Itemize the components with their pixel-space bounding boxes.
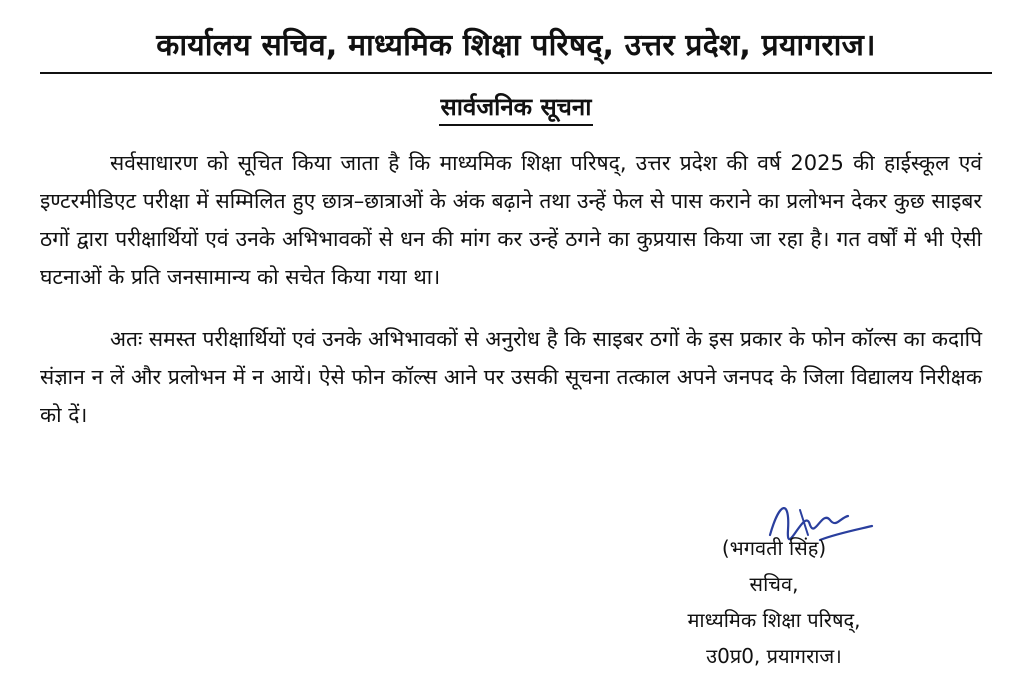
signature-block <box>644 530 904 674</box>
paragraph-2-text: अतः समस्त परीक्षार्थियों एवं उनके अभिभावकों से अनुरोध है कि साइबर ठगों के इस प्रकार के फोन कॉल्स का कदापि संज्ञान न लें और प्रलोभन में न आयें। ऐसे फोन कॉल्स आने पर उसकी सूचना तत्काल अपने जनपद के जिला विद्यालय निरीक्षक को दें। <box>40 327 983 427</box>
paragraph-1-text: सर्वसाधारण को सूचित किया जाता है कि माध्यमिक शिक्षा परिषद्, उत्तर प्रदेश की वर्ष 2025 की हाईस्कूल एवं इण्टरमीडिएट परीक्षा में सम्मिलित हुए छात्र–छात्राओं के अंक बढ़ाने तथा उन्हें फेल से पास कराने का प्रलोभन देकर कुछ साइबर ठगों द्वारा परीक्षार्थियों एवं उनके अभिभावकों से धन की मांग कर उन्हें ठगने का कुप्रयास किया जा रहा है। गत वर्षों में भी ऐसी घटनाओं के प्रति जनसामान्य को सचेत किया गया था। <box>40 151 982 289</box>
signatory-name: (भगवती सिंह) <box>721 536 827 560</box>
notice-title: सार्वजनिक सूचना <box>439 92 594 126</box>
paragraph-2 <box>40 320 992 434</box>
signatory-organization: माध्यमिक शिक्षा परिषद्, <box>687 608 861 632</box>
paragraph-1 <box>40 144 992 296</box>
notice-title-wrapper <box>40 92 992 126</box>
office-title: कार्यालय सचिव, माध्यमिक शिक्षा परिषद्, उत्तर प्रदेश, प्रयागराज। <box>40 26 992 74</box>
signatory-designation: सचिव, <box>749 572 799 596</box>
signatory-location: उ0प्र0, प्रयागराज। <box>706 644 842 668</box>
